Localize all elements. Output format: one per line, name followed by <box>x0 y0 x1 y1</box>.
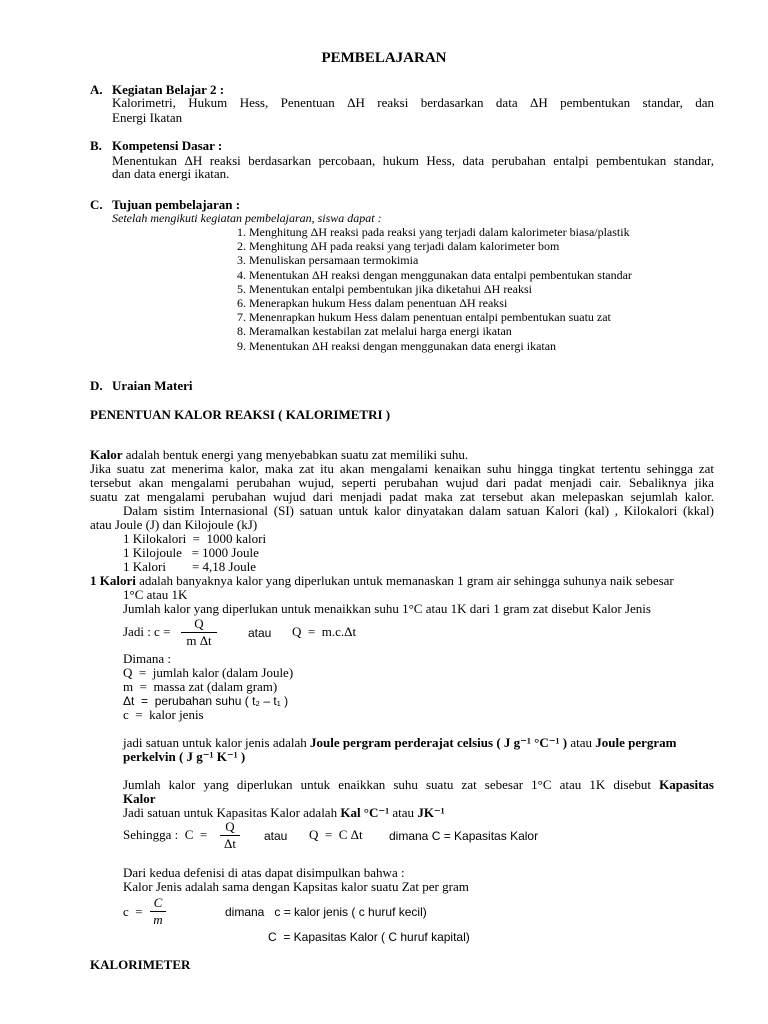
kapasitas-satuan <box>123 806 445 820</box>
conversion-line: 1 Kilokalori = 1000 kalori <box>123 531 267 546</box>
objective-item: 9. Menentukan ΔH reaksi dengan menggunakan data energi ikatan <box>237 338 557 353</box>
dimana-line: Dimana : <box>123 651 172 666</box>
kalor-jenis-def: Jumlah kalor yang diperlukan untuk menaikkan suhu 1°C atau 1K dari 1 gram zat disebut Kalor Jenis <box>123 601 651 616</box>
formula3-denominator: m <box>153 912 163 927</box>
formula2-fraction <box>220 820 240 851</box>
satuan-jenis-bold1: Joule pergram perderajat celsius <box>310 735 494 750</box>
formula3-numerator: C <box>153 895 163 910</box>
section-c-intro: Setelah mengikuti kegiatan pembelajaran, siswa dapat : <box>112 211 382 225</box>
formula1-jadi: Jadi : c = <box>123 624 171 639</box>
objective-item: 1. Menghitung ΔH reaksi pada reaksi yang terjadi dalam kalorimeter biasa/plastik <box>237 225 630 239</box>
paragraph-line: atau Joule (J) dan Kilojoule (kJ) <box>90 517 258 532</box>
subheading-kalorimetri: PENENTUAN KALOR REAKSI ( KALORIMETRI ) <box>90 407 391 422</box>
kesimpulan-line: Kalor Jenis adalah sama dengan Kapsitas kalor suatu Zat per gram <box>123 879 469 894</box>
paragraph-line: tersebut akan mengalami perubahan wujud, seperti perubahan wujud dari padat menjadi cair. Sebaliknya jika <box>90 475 714 490</box>
kalor-definition <box>90 448 468 462</box>
kalor-def-text: adalah bentuk energi yang menyebabkan suatu zat memiliki suhu. <box>125 447 469 462</box>
dimana-line: c = kalor jenis <box>123 707 204 722</box>
paragraph-line: Jika suatu zat menerima kalor, maka zat itu akan mengalami kenaikan suhu hingga tingkat tertentu sehingga zat <box>90 461 714 476</box>
kapasitas-text: Jumlah kalor yang diperlukan untuk enaikkan suhu suatu zat sebesar 1°C atau 1K disebut <box>123 777 651 792</box>
dimana-line: Δt = perubahan suhu ( t₂ – t₁ ) <box>123 694 289 708</box>
formula2-sehingga: Sehingga : C = <box>123 827 208 842</box>
satuan-jenis-unit1: ( J g⁻¹ °C⁻¹ ) <box>496 735 568 750</box>
section-b-label: B. <box>90 138 102 153</box>
dimana-line: m = massa zat (dalam gram) <box>123 679 278 694</box>
formula2-alt: Q = C Δt <box>309 827 363 842</box>
kapasitas-satuan-bold: Kal °C⁻¹ <box>340 805 390 820</box>
formula1-alt: Q = m.c.Δt <box>292 624 357 639</box>
formula3-c: c = <box>123 904 143 919</box>
satuan-jenis-mid: atau <box>570 735 592 750</box>
kalori-term: 1 Kalori <box>90 573 136 588</box>
section-b-heading: Kompetensi Dasar : <box>112 138 223 153</box>
section-a-label: A. <box>90 82 103 97</box>
formula2-atau: atau <box>264 829 288 843</box>
dimana-line: Q = jumlah kalor (dalam Joule) <box>123 665 294 680</box>
section-b-line: dan data energi ikatan. <box>112 166 230 181</box>
kalorimeter-heading: KALORIMETER <box>90 957 191 972</box>
kapasitas-satuan-pre: Jadi satuan untuk Kapasitas Kalor adalah <box>123 805 338 820</box>
formula3-note1: dimana c = kalor jenis ( c huruf kecil) <box>225 905 427 919</box>
kapasitas-term: Kapasitas <box>659 777 714 792</box>
conversion-line: 1 Kilojoule = 1000 Joule <box>123 545 259 560</box>
kapasitas-term2: Kalor <box>123 791 156 806</box>
section-d-label: D. <box>90 378 103 393</box>
objective-item: 3. Menuliskan persamaan termokimia <box>237 253 419 268</box>
kapasitas-satuan-mid: atau <box>392 805 415 820</box>
satuan-jenis-pre: jadi satuan untuk kalor jenis adalah <box>123 735 307 750</box>
formula1-numerator: Q <box>194 616 204 631</box>
section-a-line: Kalorimetri, Hukum Hess, Penentuan ΔH reaksi berdasarkan data ΔH pembentukan standar, dan <box>112 95 714 110</box>
objective-item: 7. Menenrapkan hukum Hess dalam penentuan entalpi pembentukan suatu zat <box>237 310 611 325</box>
objective-item: 2. Menghitung ΔH pada reaksi yang terjadi dalam kalorimeter bom <box>237 239 560 254</box>
kalori-def-text: adalah banyaknya kalor yang diperlukan untuk memanaskan 1 gram air sehingga suhunya naik sebesar <box>139 573 674 588</box>
paragraph-line: suatu zat mengalami perubahan wujud dari menjadi padat maka zat tersebut akan melepaskan sejumlah kalor. <box>90 489 714 504</box>
formula2-denominator: Δt <box>224 836 236 851</box>
formula2-numerator: Q <box>225 819 235 834</box>
conversion-line: 1 Kalori = 4,18 Joule <box>123 559 256 574</box>
paragraph-line: Dalam sistim Internasional (SI) satuan untuk kalor dinyatakan dalam satuan Kalori (kal) , Kilokalori (kkal) <box>123 503 714 518</box>
objective-item: 4. Menentukan ΔH reaksi dengan menggunakan data entalpi pembentukan standar <box>237 267 632 282</box>
kalor-term: Kalor <box>90 447 123 462</box>
formula2-note: dimana C = Kapasitas Kalor <box>389 829 539 843</box>
section-c-label: C. <box>90 197 103 212</box>
satuan-jenis-line2: perkelvin ( J g⁻¹ K⁻¹ ) <box>123 749 246 764</box>
section-d-heading: Uraian Materi <box>112 378 193 393</box>
objective-item: 6. Menerapkan hukum Hess dalam penentuan ΔH reaksi <box>237 296 508 311</box>
satuan-jenis-line1 <box>123 736 676 750</box>
kalori-def-line2: 1°C atau 1K <box>123 587 188 602</box>
section-a-heading: Kegiatan Belajar 2 : <box>112 82 225 97</box>
formula3-fraction <box>150 896 166 927</box>
kesimpulan-line: Dari kedua defenisi di atas dapat disimpulkan bahwa : <box>123 865 405 880</box>
objective-item: 5. Menentukan entalpi pembentukan jika diketahui ΔH reaksi <box>237 281 532 296</box>
satuan-jenis-bold2: Joule pergram <box>595 735 677 750</box>
kalori-definition <box>90 574 674 588</box>
section-b-line: Menentukan ΔH reaksi berdasarkan percobaan, hukum Hess, data perubahan entalpi pembentukan standar, <box>112 153 714 168</box>
formula1-fraction <box>181 617 217 648</box>
formula1-denominator: m Δt <box>186 633 212 648</box>
kapasitas-line1 <box>123 778 714 792</box>
objectives-list <box>237 225 632 353</box>
section-c-heading: Tujuan pembelajaran : <box>112 197 241 212</box>
formula1-atau: atau <box>248 626 272 640</box>
section-a-line: Energi Ikatan <box>112 110 183 125</box>
formula3-note2: C = Kapasitas Kalor ( C huruf kapital) <box>268 930 470 944</box>
page-title: PEMBELAJARAN <box>321 50 447 66</box>
objective-item: 8. Meramalkan kestabilan zat melalui harga energi ikatan <box>237 324 512 339</box>
kapasitas-satuan-bold2: JK⁻¹ <box>417 805 445 820</box>
